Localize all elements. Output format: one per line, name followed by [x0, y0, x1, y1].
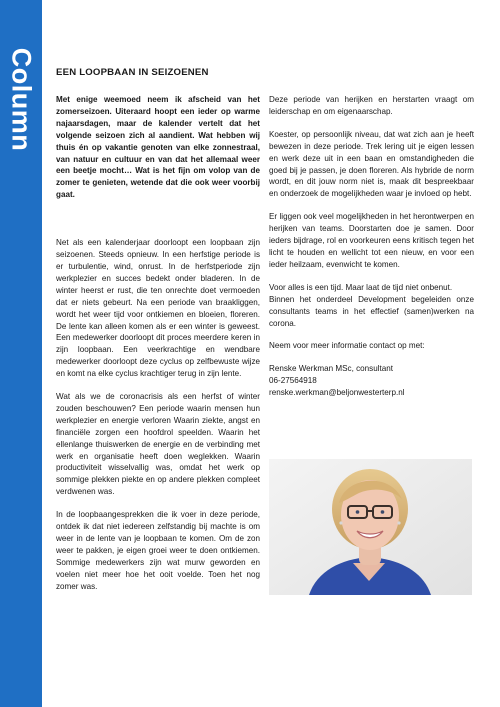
- body-paragraph-6: Er liggen ook veel mogelijkheden in het herontwerpen en herijken van teams. Doorstarten doe je samen. Door ieders bijdrage, rol en voorkeuren eens kritisch tegen het licht te houden en wellicht tot een nieuw, en voor een ieder heilzaam, evenwicht te komen.: [269, 212, 474, 269]
- body-paragraph-3: In de loopbaangesprekken die ik voer in deze periode, ontdek ik dat niet iedereen zelfstandig bij machte is om weer in de lente van je loopbaan te komen. Om de zon weer te pakken, je eigen groei weer te doen ontkiemen. Sommige medewerkers zijn wat murw geworden en voelen niet meer hoe het ooit voelde. Toen het nog zomer was.: [56, 510, 260, 591]
- right-column: [269, 94, 474, 410]
- intro-paragraph: Met enige weemoed neem ik afscheid van het zomerseizoen. Uiteraard hoopt een ieder op warme najaarsdagen, maar de kalender vertelt dat het volgende seizoen zich al aandient. Wat hebben wij thuis én op vakantie genoten van elke zonnestraal, van natuur en cultuur en van dat het allemaal weer een beetje mocht… Wat is het fijn om volop van de zomer te genieten, wetende dat die ook weer voorbij gaat.: [56, 95, 260, 200]
- contact-prompt: Neem voor meer informatie contact op met:: [269, 341, 425, 351]
- closing-line-2: Binnen het onderdeel Development begeleiden onze consultants teams in het effectief (samen)werken na corona.: [269, 294, 474, 328]
- closing-line-1: Voor alles is een tijd. Maar laat de tijd niet onbenut.: [269, 282, 453, 292]
- article-title: EEN LOOPBAAN IN SEIZOENEN: [56, 67, 209, 78]
- body-paragraph-2: Wat als we de coronacrisis als een herfst of winter zouden beschouwen? Een periode waarin mensen hun werkplezier en energie verloren Waarin ziekte, angst en financiële zorgen een hoofdrol speelden. Waarin het ellenlange thuiswerken de energie en de verbinding met werk en organisatie heeft doen weglekken. Waarin productiviteit wisselvallig was, omdat het werk op sommige plekken piekte en op andere plekken compleet verdwenen was.: [56, 392, 260, 497]
- column-label: Column: [6, 47, 37, 151]
- contact-name: Renske Werkman MSc, consultant: [269, 364, 394, 374]
- contact-email-link[interactable]: renske.werkman@beljonwesterterp.nl: [269, 388, 405, 398]
- body-paragraph-4: Deze periode van herijken en herstarten vraagt om leiderschap en om eigenaarschap.: [269, 95, 474, 116]
- contact-block: [269, 363, 474, 399]
- contact-phone: 06-27564918: [269, 376, 317, 386]
- body-paragraph-5: Koester, op persoonlijk niveau, dat wat zich aan je heeft bewezen in deze periode. Trek lering uit je eigen lessen en werk deze uit in een baan en omstandigheden die goed bij je passen, je doen floreren. Als hybride de norm wordt, en dit jouw norm niet is, maak dit bespreekbaar en onderzoek de mogelijkheden waar je invloed op hebt.: [269, 129, 474, 199]
- closing-paragraph: [269, 282, 474, 330]
- body-paragraph-1: Net als een kalenderjaar doorloopt een loopbaan zijn seizoenen. Steeds opnieuw. In een herfstige periode is er turbulentie, wind, onrust. In de herfstperiode zijn werkplezier en succes bedekt onder bladeren. In de winter heerst er rust, die ten onrechte doet vermoeden dat er niets gebeurt. Na een periode van braakliggen, wordt het weer tijd voor ontkiemen en bloeien, floreren. De lente kan alleen komen als er een winter is geweest. Een medewerker doorloopt dit proces meerdere keren in zijn loopbaan. Een veerkrachtige en wendbare medewerker doorloopt deze cyclus op zelfbewuste wijze en komt na elke cyclus krachtiger terug in zijn lente.: [56, 238, 260, 379]
- left-column: [56, 94, 260, 604]
- column-label-wrap: [3, 44, 39, 154]
- portrait-illustration: [269, 459, 472, 595]
- portrait-photo: [269, 459, 472, 595]
